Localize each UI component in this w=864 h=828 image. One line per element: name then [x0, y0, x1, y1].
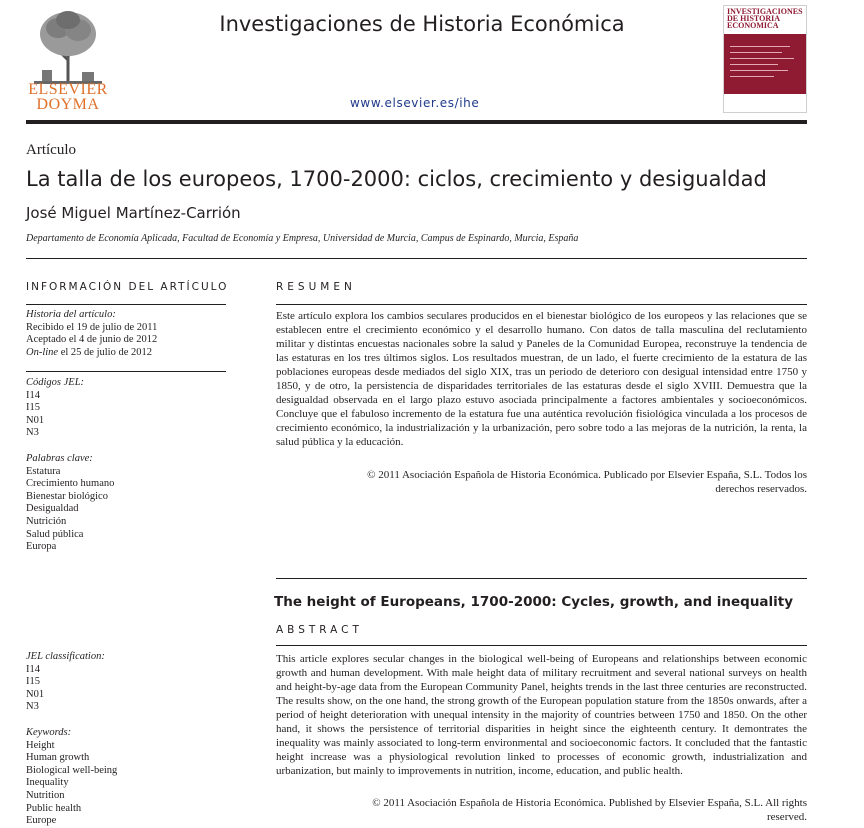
keyword: Public health	[26, 802, 82, 814]
keyword: Europa	[26, 541, 57, 553]
jel-code: N3	[26, 701, 39, 713]
english-title: The height of Europeans, 1700-2000: Cycles, growth, and inequality	[274, 594, 794, 610]
abstract-copyright-line2: reserved.	[766, 811, 807, 823]
journal-title: Investigaciones de Historia Económica	[219, 12, 625, 36]
history-online	[26, 347, 226, 360]
elsevier-logo	[26, 8, 110, 116]
cover-footer	[724, 94, 806, 112]
article-title: La talla de los europeos, 1700-2000: ciclos, crecimiento y desigualdad	[26, 167, 767, 191]
keyword: Inequality	[26, 777, 69, 789]
history-received: Recibido el 19 de julio de 2011	[26, 321, 158, 333]
article-info-rule	[26, 304, 226, 305]
jel-codes-en	[26, 651, 226, 714]
keyword: Europe	[26, 815, 57, 827]
history-online-prefix: On-line	[26, 346, 59, 358]
keyword: Nutrición	[26, 515, 67, 527]
journal-url-link[interactable]: www.elsevier.es/ihe	[350, 96, 480, 110]
abstract-copyright	[276, 796, 807, 824]
history-label: Historia del artículo:	[26, 309, 116, 320]
keyword: Human growth	[26, 752, 90, 764]
jel-code: I15	[26, 402, 40, 414]
article-info-heading: INFORMACIÓN DEL ARTÍCULO	[26, 281, 229, 293]
journal-cover-thumbnail	[723, 5, 807, 113]
jel-codes-es	[26, 377, 226, 440]
keyword: Biological well-being	[26, 764, 118, 776]
resumen-copyright	[276, 468, 807, 496]
keywords-label-en: Keywords:	[26, 727, 72, 738]
jel-code: I14	[26, 389, 40, 401]
keyword: Bienestar biológico	[26, 490, 108, 502]
resumen-heading: RESUMEN	[276, 281, 356, 293]
keyword: Crecimiento humano	[26, 478, 115, 490]
abstract-text: This article explores secular changes in the biological well-being of Europeans and relationships between economic growth and human development. With male height data of military recruitment and several national surveys on health and height-by-age data from the European Community Panel, heights trends in the last three centuries are reconstructed. The results show, on the one hand, the strong growth of the European population stature from the 1850s onwards, after a period of height deterioration with unequal intensity in the majority of countries between 1750 and 1850. On the other hand, it shows the persistence of territorial disparities in height since the eighteenth century. It demontrates the inequality was mainly associated to long-term environmental and socioeconomic factors. It concluded that the fantastic height increase was a physiological revolution linked to processes of economic growth, industrialization and urbanization, but mainly to improvements in nutrition, income, education, and public health.	[276, 653, 807, 777]
jel-code: I15	[26, 676, 40, 688]
keyword: Estatura	[26, 465, 61, 477]
jel-label-en: JEL classification:	[26, 651, 105, 662]
header-rule	[26, 120, 807, 124]
history-rule	[26, 371, 226, 372]
jel-code: N01	[26, 414, 45, 426]
keyword: Nutrition	[26, 789, 65, 801]
abstract-top-rule	[276, 578, 807, 579]
article-header-rule	[26, 258, 807, 259]
jel-code: N01	[26, 688, 45, 700]
publisher-logo-text: ELSEVIER DOYMA	[28, 81, 108, 113]
cover-title: INVESTIGACIONES DE HISTORIA ECONOMICA	[727, 7, 803, 30]
history-accepted: Aceptado el 4 de junio de 2012	[26, 334, 158, 346]
keyword: Desigualdad	[26, 503, 79, 515]
article-history	[26, 309, 226, 359]
jel-label-es: Códigos JEL:	[26, 377, 85, 388]
resumen-copyright-line1: © 2011 Asociación Española de Historia Económica. Publicado por Elsevier España, S.L. Todos los	[367, 469, 807, 481]
keywords-label-es: Palabras clave:	[26, 453, 93, 464]
abstract-heading: ABSTRACT	[276, 624, 363, 636]
article-author: José Miguel Martínez-Carrión	[26, 204, 241, 222]
keywords-es	[26, 453, 226, 554]
keywords-en	[26, 727, 226, 828]
abstract-rule	[276, 645, 807, 646]
elsevier-tree-icon	[34, 8, 102, 84]
abstract-copyright-line1: © 2011 Asociación Española de Historia Económica. Published by Elsevier España, S.L. All rights	[372, 797, 807, 809]
resumen-rule	[276, 304, 807, 305]
resumen-text: Este artículo explora los cambios seculares producidos en el bienestar biológico de los europeos y las relaciones que se establecen entre el crecimiento económico y el desarrollo humano. Con datos de talla masculina del reclutamiento militar y distintas encuestas nacionales sobre la salud y Paneles de la Comunidad Europea, reconstruye la tendencia de las estaturas en los tres últimos siglos. Los resultados muestran, de un lado, el fuerte crecimiento de la estatura de las poblaciones europeas desde mediados del siglo XIX, tras un periodo de deterioro con desigual intensidad entre 1750 y 1850, y de otro, la persistencia de disparidades territoriales de las estaturas desde el siglo XVIII. Demuestra que la desigualdad observada en el largo plazo estuvo asociada principalmente a factores ambientales y socioeconómicos. Concluye que el fabuloso incremento de la estatura fue una auténtica revolución fisiológica vinculada a los procesos de crecimiento económico, la industrialización y la urbanización, pero sobre todo a las mejoras de la nutrición, la renta, la salud pública y la educación.	[276, 310, 807, 448]
keyword: Height	[26, 739, 55, 751]
history-online-date: el 25 de julio de 2012	[58, 346, 152, 358]
jel-code: I14	[26, 663, 40, 675]
article-section-label: Artículo	[26, 142, 76, 158]
keyword: Salud pública	[26, 528, 84, 540]
author-affiliation: Departamento de Economía Aplicada, Facultad de Economía y Empresa, Universidad de Murcia, Campus de Espinardo, Murcia, España	[26, 233, 579, 244]
jel-code: N3	[26, 427, 39, 439]
resumen-copyright-line2: derechos reservados.	[715, 483, 807, 495]
